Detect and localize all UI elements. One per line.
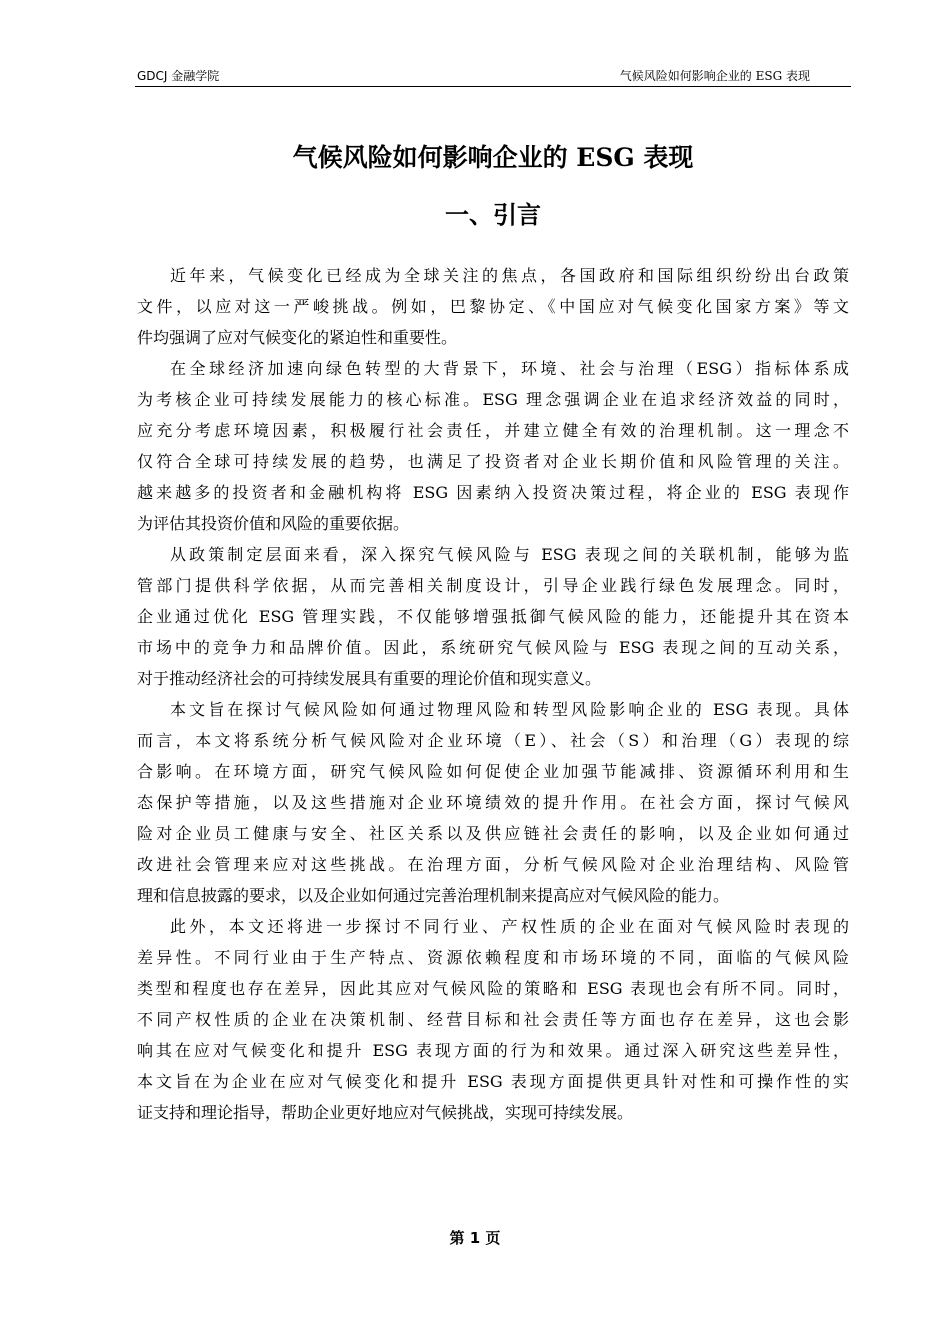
paragraph-line: 此外，本文还将进一步探讨不同行业、产权性质的企业在面对气候风险时表现的 [170,917,849,936]
paragraph-line: 应充分考虑环境因素，积极履行社会责任，并建立健全有效的治理机制。这一理念不 [137,421,849,440]
paragraph [137,260,849,353]
paragraph-line: 而言，本文将系统分析气候风险对企业环境（E）、社会（S）和治理（G）表现的综 [137,731,849,750]
paragraph-line: 近年来，气候变化已经成为全球关注的焦点，各国政府和国际组织纷纷出台政策 [170,266,849,285]
paragraph-line: 态保护等措施，以及这些措施对企业环境绩效的提升作用。在社会方面，探讨气候风 [137,793,849,812]
paragraph-line: 仅符合全球可持续发展的趋势，也满足了投资者对企业长期价值和风险管理的关注。 [137,452,849,471]
paragraph-line: 对于推动经济社会的可持续发展具有重要的理论价值和现实意义。 [137,669,602,688]
paragraph-line: 类型和程度也存在差异，因此其应对气候风险的策略和 ESG 表现也会有所不同。同时， [137,979,849,998]
paragraph-line: 本文旨在探讨气候风险如何通过物理风险和转型风险影响企业的 ESG 表现。具体 [170,700,849,719]
paragraph-line: 差异性。不同行业由于生产特点、资源依赖程度和市场环境的不同，面临的气候风险 [137,948,849,967]
document-body [137,260,849,1128]
paragraph-line: 文件，以应对这一严峻挑战。例如，巴黎协定、《中国应对气候变化国家方案》等文 [137,297,849,316]
paragraph-line: 越来越多的投资者和金融机构将 ESG 因素纳入投资决策过程，将企业的 ESG 表现作 [137,483,849,502]
paragraph [137,539,849,694]
paragraph-line: 为考核企业可持续发展能力的核心标准。ESG 理念强调企业在追求经济效益的同时， [137,390,849,409]
section-heading: 一、引言 [445,201,541,229]
paragraph-line: 证支持和理论指导，帮助企业更好地应对气候挑战，实现可持续发展。 [137,1103,634,1122]
paragraph-line: 在全球经济加速向绿色转型的大背景下，环境、社会与治理（ESG）指标体系成 [170,359,849,378]
paragraph [137,353,849,539]
paragraph-line: 企业通过优化 ESG 管理实践，不仅能够增强抵御气候风险的能力，还能提升其在资本 [137,607,849,626]
paragraph-line: 改进社会管理来应对这些挑战。在治理方面，分析气候风险对企业治理结构、风险管 [137,855,849,874]
paragraph [137,911,849,1128]
paragraph-line: 市场中的竞争力和品牌价值。因此，系统研究气候风险与 ESG 表现之间的互动关系， [137,638,849,657]
paragraph [137,694,849,911]
header-right-text: 气候风险如何影响企业的 ESG 表现 [619,69,810,83]
paragraph-line: 件均强调了应对气候变化的紧迫性和重要性。 [137,328,458,347]
paragraph-line: 从政策制定层面来看，深入探究气候风险与 ESG 表现之间的关联机制，能够为监 [170,545,849,564]
paragraph-line: 响其在应对气候变化和提升 ESG 表现方面的行为和效果。通过深入研究这些差异性， [137,1041,849,1060]
header-left-text: GDCJ 金融学院 [137,69,220,83]
paragraph-line: 理和信息披露的要求，以及企业如何通过完善治理机制来提高应对气候风险的能力。 [137,886,730,905]
paragraph-line: 本文旨在为企业在应对气候变化和提升 ESG 表现方面提供更具针对性和可操作性的实 [137,1072,849,1091]
page-number: 第 1 页 [449,1229,501,1247]
paragraph-line: 合影响。在环境方面，研究气候风险如何促使企业加强节能减排、资源循环利用和生 [137,762,849,781]
document-title: 气候风险如何影响企业的 ESG 表现 [292,143,694,172]
paragraph-line: 管部门提供科学依据，从而完善相关制度设计，引导企业践行绿色发展理念。同时， [137,576,849,595]
paragraph-line: 为评估其投资价值和风险的重要依据。 [137,514,410,533]
paragraph-line: 险对企业员工健康与安全、社区关系以及供应链社会责任的影响，以及企业如何通过 [137,824,849,843]
header-divider [135,86,851,87]
paragraph-line: 不同产权性质的企业在决策机制、经营目标和社会责任等方面也存在差异，这也会影 [137,1010,849,1029]
